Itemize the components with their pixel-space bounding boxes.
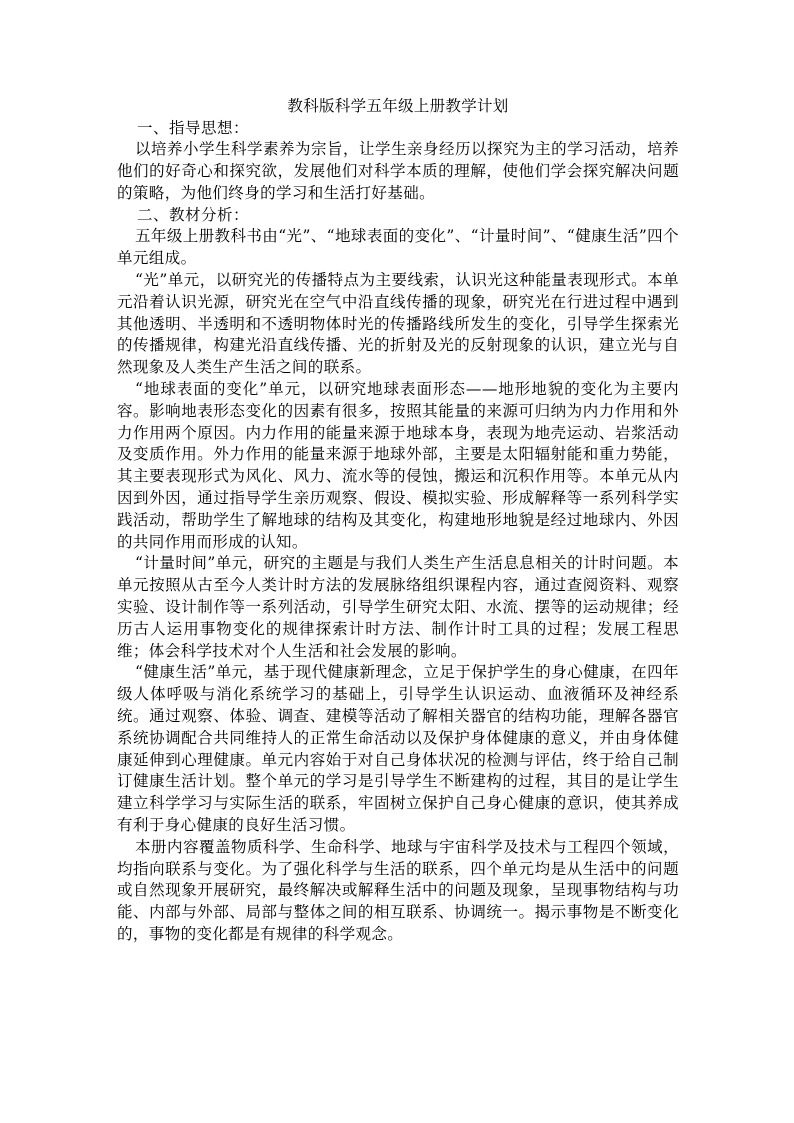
paragraph-guiding-idea: 以培养小学生科学素养为宗旨，让学生亲身经历以探究为主的学习活动，培养他们的好奇心和探究欲，发展他们对科学本质的理解，使他们学会探究解决问题的策略，为他们终身的学习和生活打好基础。 (117, 140, 679, 202)
paragraph-unit-healthy-life: “健康生活”单元，基于现代健康新理念，立足于保护学生的身心健康，在四年级人体呼吸与消化系统学习的基础上，引导学生认识运动、血液循环及神经系统。通过观察、体验、调查、建模等活动了解相关器官的结构功能，理解各器官系统协调配合共同维持人的正常生命活动以及保护身体健康的意义，并由身体健康延伸到心理健康。单元内容始于对自己身体状况的检测与评估，终于给自己制订健康生活计划。整个单元的学习是引导学生不断建构的过程，其目的是让学生建立科学学习与实际生活的联系，牢固树立保护自己身心健康的意识，使其养成有利于身心健康的良好生活习惯。 (117, 663, 679, 834)
paragraph-book-summary: 本册内容覆盖物质科学、生命科学、地球与宇宙科学及技术与工程四个领域，均指向联系与变化。为了强化科学与生活的联系，四个单元均是从生活中的问题或自然现象开展研究，最终解决或解释生活中的问题及现象，呈现事物结构与功能、内部与外部、局部与整体之间的相互联系、协调统一。揭示事物是不断变化的，事物的变化都是有规律的科学观念。 (117, 837, 679, 943)
paragraph-units-overview: 五年级上册教科书由“光”、“地球表面的变化”、“计量时间”、“健康生活”四个单元组成。 (117, 227, 679, 268)
section-heading-textbook-analysis: 二、教材分析： (137, 206, 250, 225)
document-page (117, 95, 679, 946)
document-title: 教科版科学五年级上册教学计划 (287, 97, 509, 115)
section-heading-guiding-idea: 一、指导思想： (137, 119, 250, 137)
paragraph-unit-light: “光”单元，以研究光的传播特点为主要线索，认识光这种能量表现形式。本单元沿着认识光源，研究光在空气中沿直线传播的现象，研究光在行进过程中遇到其他透明、半透明和不透明物体时光的传播路线所发生的变化，引导学生探索光的传播规律，构建光沿直线传播、光的折射及光的反射现象的认识，建立光与自然现象及人类生产生活之间的联系。 (117, 270, 679, 377)
paragraph-unit-measuring-time: “计量时间”单元，研究的主题是与我们人类生产生活息息相关的计时问题。本单元按照从古至今人类计时方法的发展脉络组织课程内容，通过查阅资料、观察实验、设计制作等一系列活动，引导学生研究太阳、水流、摆等的运动规律；经历古人运用事物变化的规律探索计时方法、制作计时工具的过程；发展工程思维；体会科学技术对个人生活和社会发展的影响。 (117, 554, 679, 660)
paragraph-unit-earth-surface: “地球表面的变化”单元，以研究地球表面形态——地形地貌的变化为主要内容。影响地表形态变化的因素有很多，按照其能量的来源可归纳为内力作用和外力作用两个原因。内力作用的能量来源于地球本身，表现为地壳运动、岩浆活动及变质作用。外力作用的能量来源于地球外部，主要是太阳辐射能和重力势能，其主要表现形式为风化、风力、流水等的侵蚀，搬运和沉积作用等。本单元从内因到外因，通过指导学生亲历观察、假设、模拟实验、形成解释等一系列科学实践活动，帮助学生了解地球的结构及其变化，构建地形地貌是经过地球内、外因的共同作用而形成的认知。 (117, 379, 679, 551)
